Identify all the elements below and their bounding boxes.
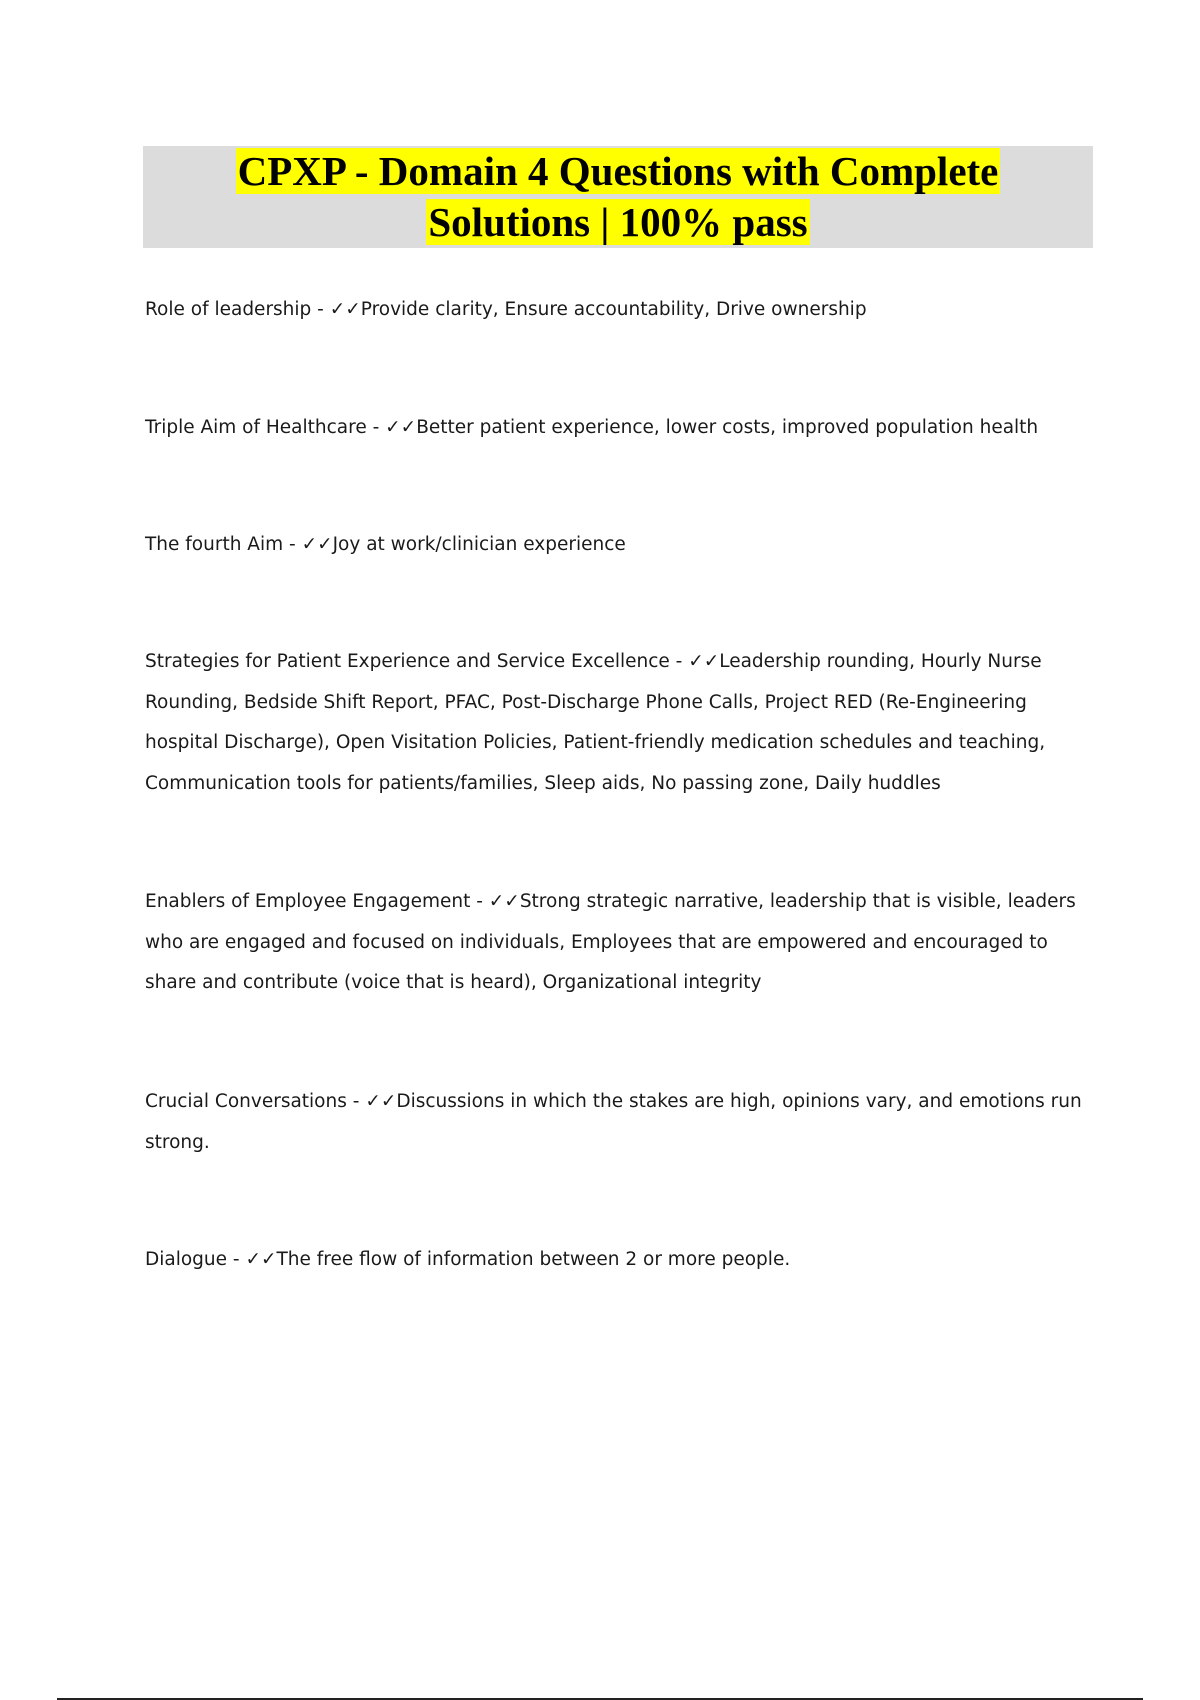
double-check-icon: ✓✓: [301, 534, 333, 555]
double-check-icon: ✓✓: [488, 891, 520, 912]
qa-answer: Leadership rounding, Hourly Nurse Rounding, Bedside Shift Report, PFAC, Post-Discharge Phone Calls, Project RED (Re-Engineering hospital Discharge), Open Visitation Policies, Patient-friendly medication schedules and teaching, Communication tools for patients/families, Sleep aids, No passing zone, Daily huddles: [145, 651, 1046, 794]
qa-answer: Provide clarity, Ensure accountability, Drive ownership: [360, 299, 867, 320]
qa-separator: -: [470, 891, 489, 912]
qa-term: Enablers of Employee Engagement: [145, 891, 471, 912]
qa-entry-crucial-conversations: [145, 1082, 1095, 1163]
qa-entry-role-of-leadership: [145, 290, 1095, 331]
document-title-band: [143, 146, 1093, 248]
qa-entry-strategies: [145, 642, 1095, 804]
qa-answer: Better patient experience, lower costs, improved population health: [416, 417, 1039, 438]
qa-entry-dialogue: [145, 1240, 1095, 1281]
qa-answer: Joy at work/clinician experience: [332, 534, 626, 555]
qa-separator: -: [669, 651, 689, 672]
qa-answer: Discussions in which the stakes are high, opinions vary, and emotions run strong.: [145, 1091, 1082, 1153]
qa-answer: The free flow of information between 2 or more people.: [276, 1249, 791, 1270]
document-title-line-2: Solutions | 100% pass: [428, 199, 808, 245]
qa-term: The fourth Aim: [145, 534, 284, 555]
qa-entry-fourth-aim: [145, 525, 1095, 566]
qa-term: Strategies for Patient Experience and Service Excellence: [145, 651, 670, 672]
document-title-line-1: CPXP - Domain 4 Questions with Complete: [237, 148, 999, 194]
qa-separator: -: [283, 534, 302, 555]
double-check-icon: ✓✓: [688, 651, 720, 672]
double-check-icon: ✓✓: [245, 1249, 277, 1270]
qa-term: Role of leadership: [145, 299, 312, 320]
double-check-icon: ✓✓: [365, 1091, 397, 1112]
double-check-icon: ✓✓: [385, 417, 417, 438]
qa-separator: -: [227, 1249, 246, 1270]
qa-entry-triple-aim: [145, 408, 1095, 449]
qa-term: Dialogue: [145, 1249, 228, 1270]
qa-separator: -: [366, 417, 386, 438]
qa-answer: Strong strategic narrative, leadership that is visible, leaders who are engaged and focused on individuals, Employees that are empowered and encouraged to share and contribute (voice that is heard), Organizational integrity: [145, 891, 1076, 993]
qa-entry-employee-engagement: [145, 882, 1095, 1004]
double-check-icon: ✓✓: [329, 299, 361, 320]
qa-separator: -: [311, 299, 330, 320]
qa-term: Crucial Conversations: [145, 1091, 347, 1112]
qa-separator: -: [346, 1091, 366, 1112]
qa-term: Triple Aim of Healthcare: [145, 417, 367, 438]
